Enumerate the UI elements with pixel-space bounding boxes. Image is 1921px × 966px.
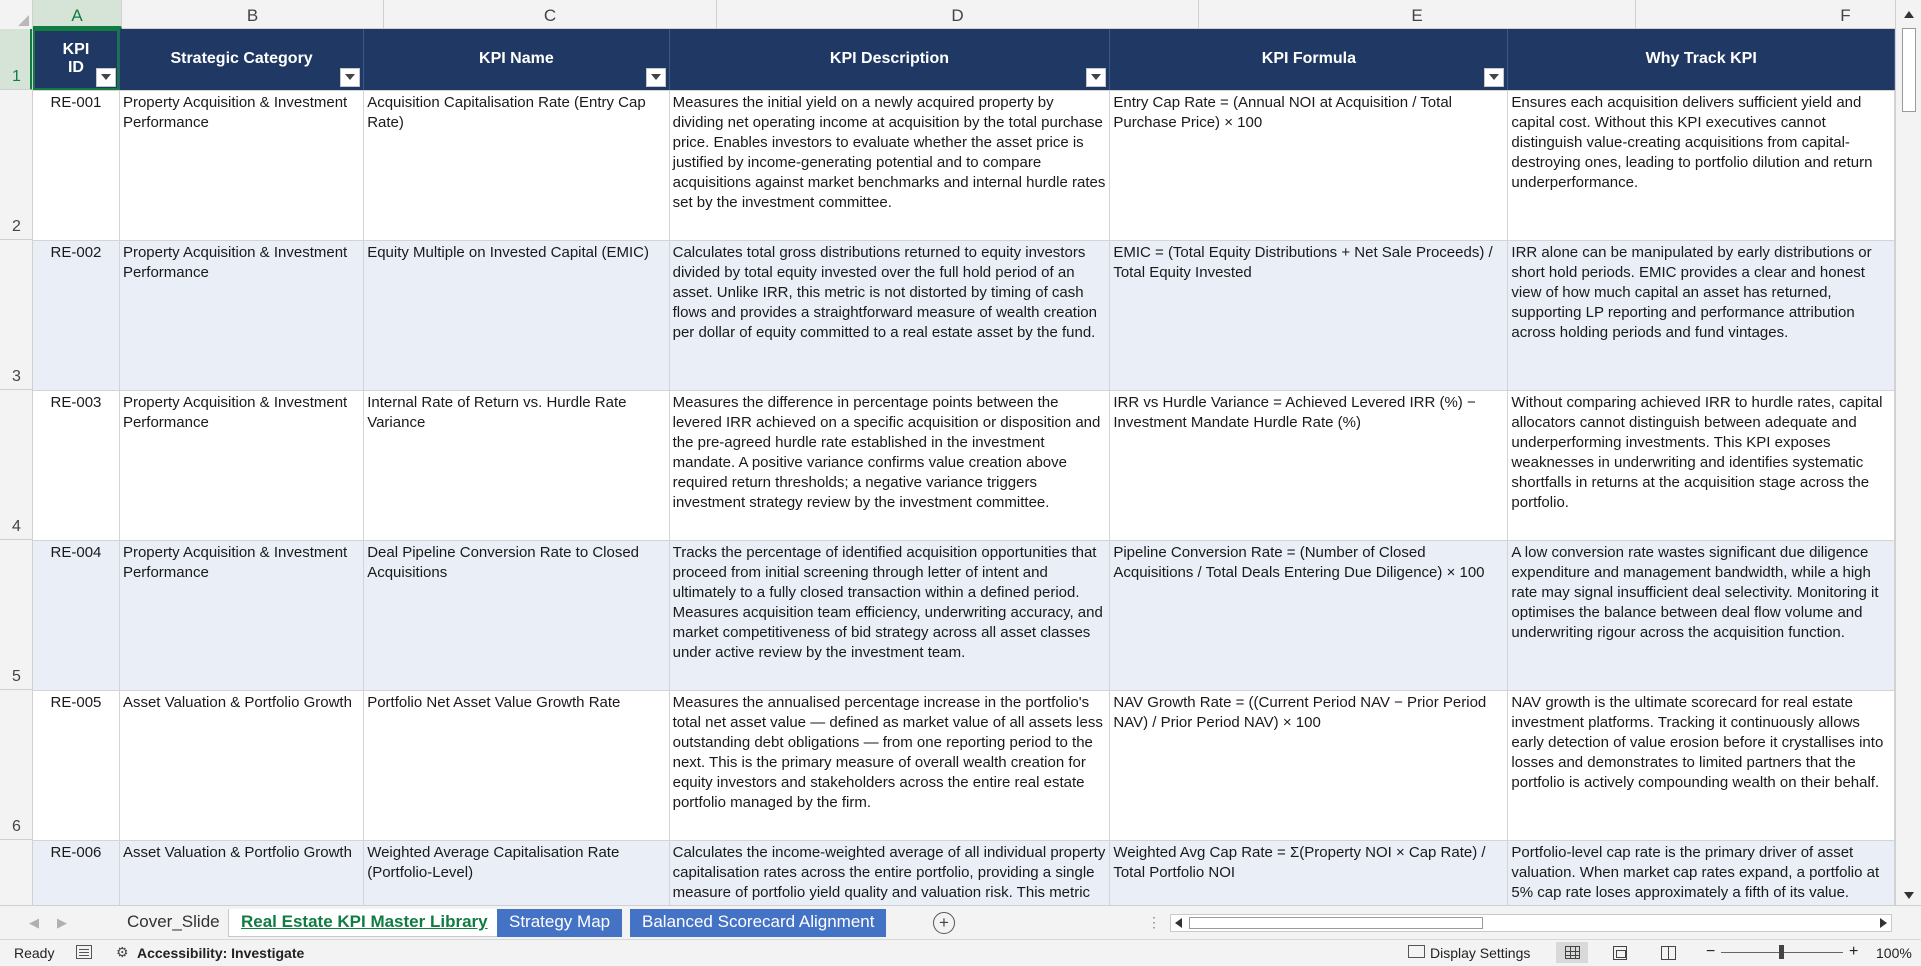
tab-balanced-scorecard-alignment[interactable]: Balanced Scorecard Alignment	[630, 909, 886, 937]
tab-strategy-map[interactable]: Strategy Map	[497, 909, 622, 937]
filter-dropdown-icon[interactable]	[646, 68, 666, 87]
cell-kpi-id[interactable]: RE-004	[33, 540, 119, 690]
cell-kpi-formula[interactable]: NAV Growth Rate = ((Current Period NAV − Prior Period NAV) / Prior Period NAV) × 100	[1110, 690, 1508, 840]
normal-view-icon	[1565, 946, 1580, 959]
cell-why-track[interactable]: A low conversion rate wastes significant due diligence expenditure and management bandwidth, while a high rate may signal insufficient deal selectivity. Monitoring it optimises the balance between deal flow volume and underwriting rigour across the acquisition function.	[1508, 540, 1895, 690]
table-row	[33, 540, 1895, 690]
cell-why-track[interactable]: Portfolio-level cap rate is the primary driver of asset valuation. When market cap rates expand, a portfolio at 5% cap rate loses approximately a fifth of its value.	[1508, 840, 1895, 905]
tab-real-estate-kpi-master-library[interactable]: Real Estate KPI Master Library	[228, 909, 501, 937]
normal-view-button[interactable]	[1556, 942, 1588, 963]
accessibility-icon[interactable]: ⚙	[116, 944, 129, 960]
cell-kpi-formula[interactable]: EMIC = (Total Equity Distributions + Net Sale Proceeds) / Total Equity Invested	[1110, 240, 1508, 390]
cell-kpi-description[interactable]: Tracks the percentage of identified acquisition opportunities that proceed from initial screening through letter of intent and ultimately to a fully closed transaction within a defined period. Measures acquisition team efficiency, underwriting accuracy, and market competitiveness of bid strategy across all asset classes under active review by the investment team.	[669, 540, 1110, 690]
filter-dropdown-icon[interactable]	[1086, 68, 1106, 87]
cell-kpi-id[interactable]: RE-001	[33, 90, 119, 240]
row-header-1[interactable]: 1	[0, 29, 33, 90]
cell-kpi-name[interactable]: Deal Pipeline Conversion Rate to Closed Acquisitions	[364, 540, 669, 690]
row-header-6[interactable]: 6	[0, 690, 33, 840]
horizontal-scrollbar[interactable]	[1170, 914, 1892, 932]
cell-why-track[interactable]: IRR alone can be manipulated by early distributions or short hold periods. EMIC provides a clear and honest view of how much capital an asset has returned, supporting LP reporting and performance attribution across holding periods and fund vintages.	[1508, 240, 1895, 390]
cell-kpi-formula[interactable]: Weighted Avg Cap Rate = Σ(Property NOI × Cap Rate) / Total Portfolio NOI	[1110, 840, 1508, 905]
row-header-5[interactable]: 5	[0, 540, 33, 690]
vertical-scrollbar[interactable]	[1895, 0, 1921, 905]
row-header-7[interactable]	[0, 840, 33, 905]
page-layout-icon	[1613, 946, 1627, 960]
cell-strategic-category[interactable]: Property Acquisition & Investment Performance	[119, 90, 363, 240]
page-layout-view-button[interactable]	[1604, 942, 1636, 963]
filter-dropdown-icon[interactable]	[340, 68, 360, 87]
page-break-view-button[interactable]	[1652, 942, 1684, 963]
cell-kpi-name[interactable]: Internal Rate of Return vs. Hurdle Rate Variance	[364, 390, 669, 540]
cell-kpi-id[interactable]: RE-005	[33, 690, 119, 840]
scroll-right-icon[interactable]	[1880, 918, 1887, 928]
select-all-corner[interactable]	[0, 0, 33, 29]
table-row	[33, 690, 1895, 840]
header-cell-strategic-category[interactable]: Strategic Category	[119, 29, 363, 90]
cell-kpi-description[interactable]: Calculates total gross distributions returned to equity investors divided by total equity invested over the full hold period of an asset. Unlike IRR, this metric is not distorted by timing of cash flows and provides a straightforward measure of wealth creation per dollar of equity committed to a real estate asset by the fund.	[669, 240, 1110, 390]
filter-dropdown-icon[interactable]	[1484, 68, 1504, 87]
cell-why-track[interactable]: NAV growth is the ultimate scorecard for real estate investment platforms. Tracking it continuously allows early detection of value erosion before it crystallises into losses and demonstrates to limited partners that the portfolio is actively compounding wealth on their behalf.	[1508, 690, 1895, 840]
cell-kpi-description[interactable]: Measures the annualised percentage increase in the portfolio's total net asset value — defined as market value of all assets less outstanding debt obligations — from one reporting period to the next. This is the primary measure of overall wealth creation for equity investors and stakeholders across the entire real estate portfolio managed by the firm.	[669, 690, 1110, 840]
cell-why-track[interactable]: Ensures each acquisition delivers sufficient yield and capital cost. Without this KPI executives cannot distinguish value-creating acquisitions from capital-destroying ones, leading to portfolio dilution and return underperformance.	[1508, 90, 1895, 240]
cell-strategic-category[interactable]: Property Acquisition & Investment Performance	[119, 240, 363, 390]
column-header-f[interactable]: F	[1636, 0, 1921, 29]
row-header-bar	[0, 29, 33, 905]
cell-kpi-name[interactable]: Equity Multiple on Invested Capital (EMIC)	[364, 240, 669, 390]
cell-strategic-category[interactable]: Property Acquisition & Investment Performance	[119, 540, 363, 690]
status-bar	[0, 939, 1921, 966]
row-header-3[interactable]: 3	[0, 240, 33, 390]
header-cell-why-track[interactable]: Why Track KPI	[1508, 29, 1895, 90]
header-cell-kpi-formula[interactable]: KPI Formula	[1110, 29, 1508, 90]
cell-kpi-id[interactable]: RE-003	[33, 390, 119, 540]
cell-kpi-name[interactable]: Acquisition Capitalisation Rate (Entry Cap Rate)	[364, 90, 669, 240]
worksheet-grid[interactable]	[33, 29, 1895, 905]
column-header-d[interactable]: D	[717, 0, 1199, 29]
page-break-icon	[1661, 946, 1676, 960]
zoom-slider-thumb[interactable]	[1779, 945, 1784, 959]
cell-strategic-category[interactable]: Asset Valuation & Portfolio Growth	[119, 840, 363, 905]
row-header-4[interactable]: 4	[0, 390, 33, 540]
kpi-table	[33, 29, 1895, 905]
add-sheet-button[interactable]: +	[933, 912, 955, 934]
scroll-left-icon[interactable]	[1175, 918, 1182, 928]
table-row	[33, 390, 1895, 540]
row-header-2[interactable]: 2	[0, 90, 33, 240]
column-header-b[interactable]: B	[122, 0, 384, 29]
scroll-up-icon[interactable]	[1904, 11, 1914, 18]
scroll-down-icon[interactable]	[1904, 892, 1914, 899]
zoom-level[interactable]: 100%	[1876, 945, 1912, 961]
table-header-row	[33, 29, 1895, 90]
horizontal-scroll-thumb[interactable]	[1189, 917, 1483, 929]
cell-strategic-category[interactable]: Asset Valuation & Portfolio Growth	[119, 690, 363, 840]
cell-kpi-name[interactable]: Portfolio Net Asset Value Growth Rate	[364, 690, 669, 840]
cell-kpi-formula[interactable]: Entry Cap Rate = (Annual NOI at Acquisition / Total Purchase Price) × 100	[1110, 90, 1508, 240]
header-cell-kpi-id[interactable]: KPI ID	[33, 29, 119, 90]
tab-split-handle-icon[interactable]: ⋮	[1147, 914, 1162, 930]
column-header-c[interactable]: C	[384, 0, 717, 29]
cell-kpi-id[interactable]: RE-002	[33, 240, 119, 390]
header-cell-kpi-description[interactable]: KPI Description	[669, 29, 1110, 90]
cell-strategic-category[interactable]: Property Acquisition & Investment Performance	[119, 390, 363, 540]
vertical-scroll-thumb[interactable]	[1902, 28, 1916, 112]
table-row	[33, 90, 1895, 240]
column-header-e[interactable]: E	[1199, 0, 1636, 29]
accessibility-status[interactable]: Accessibility: Investigate	[137, 945, 305, 961]
column-header-a[interactable]: A	[33, 0, 122, 29]
cell-kpi-formula[interactable]: Pipeline Conversion Rate = (Number of Closed Acquisitions / Total Deals Entering Due Diligence) × 100	[1110, 540, 1508, 690]
table-row	[33, 240, 1895, 390]
select-all-triangle-icon	[18, 15, 29, 26]
cell-why-track[interactable]: Without comparing achieved IRR to hurdle rates, capital allocators cannot distinguish between adequate and underperforming investments. This KPI exposes weaknesses in underwriting and identifies systematic shortfalls in returns at the acquisition stage across the portfolio.	[1508, 390, 1895, 540]
cell-kpi-name[interactable]: Weighted Average Capitalisation Rate (Portfolio-Level)	[364, 840, 669, 905]
display-settings-button[interactable]: Display Settings	[1430, 945, 1531, 961]
sheet-tabs-bar	[0, 905, 1921, 939]
cell-kpi-id[interactable]: RE-006	[33, 840, 119, 905]
header-cell-kpi-name[interactable]: KPI Name	[364, 29, 669, 90]
next-sheet-icon[interactable]: ▶	[57, 915, 67, 930]
cell-kpi-description[interactable]: Measures the difference in percentage points between the levered IRR achieved on a specific acquisition or disposition and the pre-agreed hurdle rate established in the investment mandate. A positive variance confirms value creation above required return thresholds; a negative variance triggers investment strategy review by the investment committee.	[669, 390, 1110, 540]
cell-kpi-description[interactable]: Measures the initial yield on a newly acquired property by dividing net operating income at acquisition by the total purchase price. Enables investors to evaluate whether the asset price is justified by income-generating potential and to compare acquisitions against market benchmarks and internal hurdle rates set by the investment committee.	[669, 90, 1110, 240]
display-settings-icon[interactable]	[1408, 945, 1425, 958]
filter-dropdown-icon[interactable]	[96, 68, 116, 87]
previous-sheet-icon[interactable]: ◀	[29, 915, 39, 930]
zoom-out-button[interactable]: −	[1706, 943, 1716, 960]
cell-kpi-formula[interactable]: IRR vs Hurdle Variance = Achieved Levered IRR (%) − Investment Mandate Hurdle Rate (%)	[1110, 390, 1508, 540]
table-row	[33, 840, 1895, 905]
cell-kpi-description[interactable]: Calculates the income-weighted average of all individual property capitalisation rates across the entire portfolio, providing a single measure of portfolio yield quality and valuation risk. This metric	[669, 840, 1110, 905]
macro-recording-icon[interactable]	[76, 945, 92, 959]
tab-cover-slide[interactable]: Cover_Slide	[115, 909, 233, 937]
ready-status: Ready	[14, 945, 55, 961]
zoom-in-button[interactable]: +	[1849, 943, 1859, 960]
column-header-bar	[0, 0, 1921, 29]
